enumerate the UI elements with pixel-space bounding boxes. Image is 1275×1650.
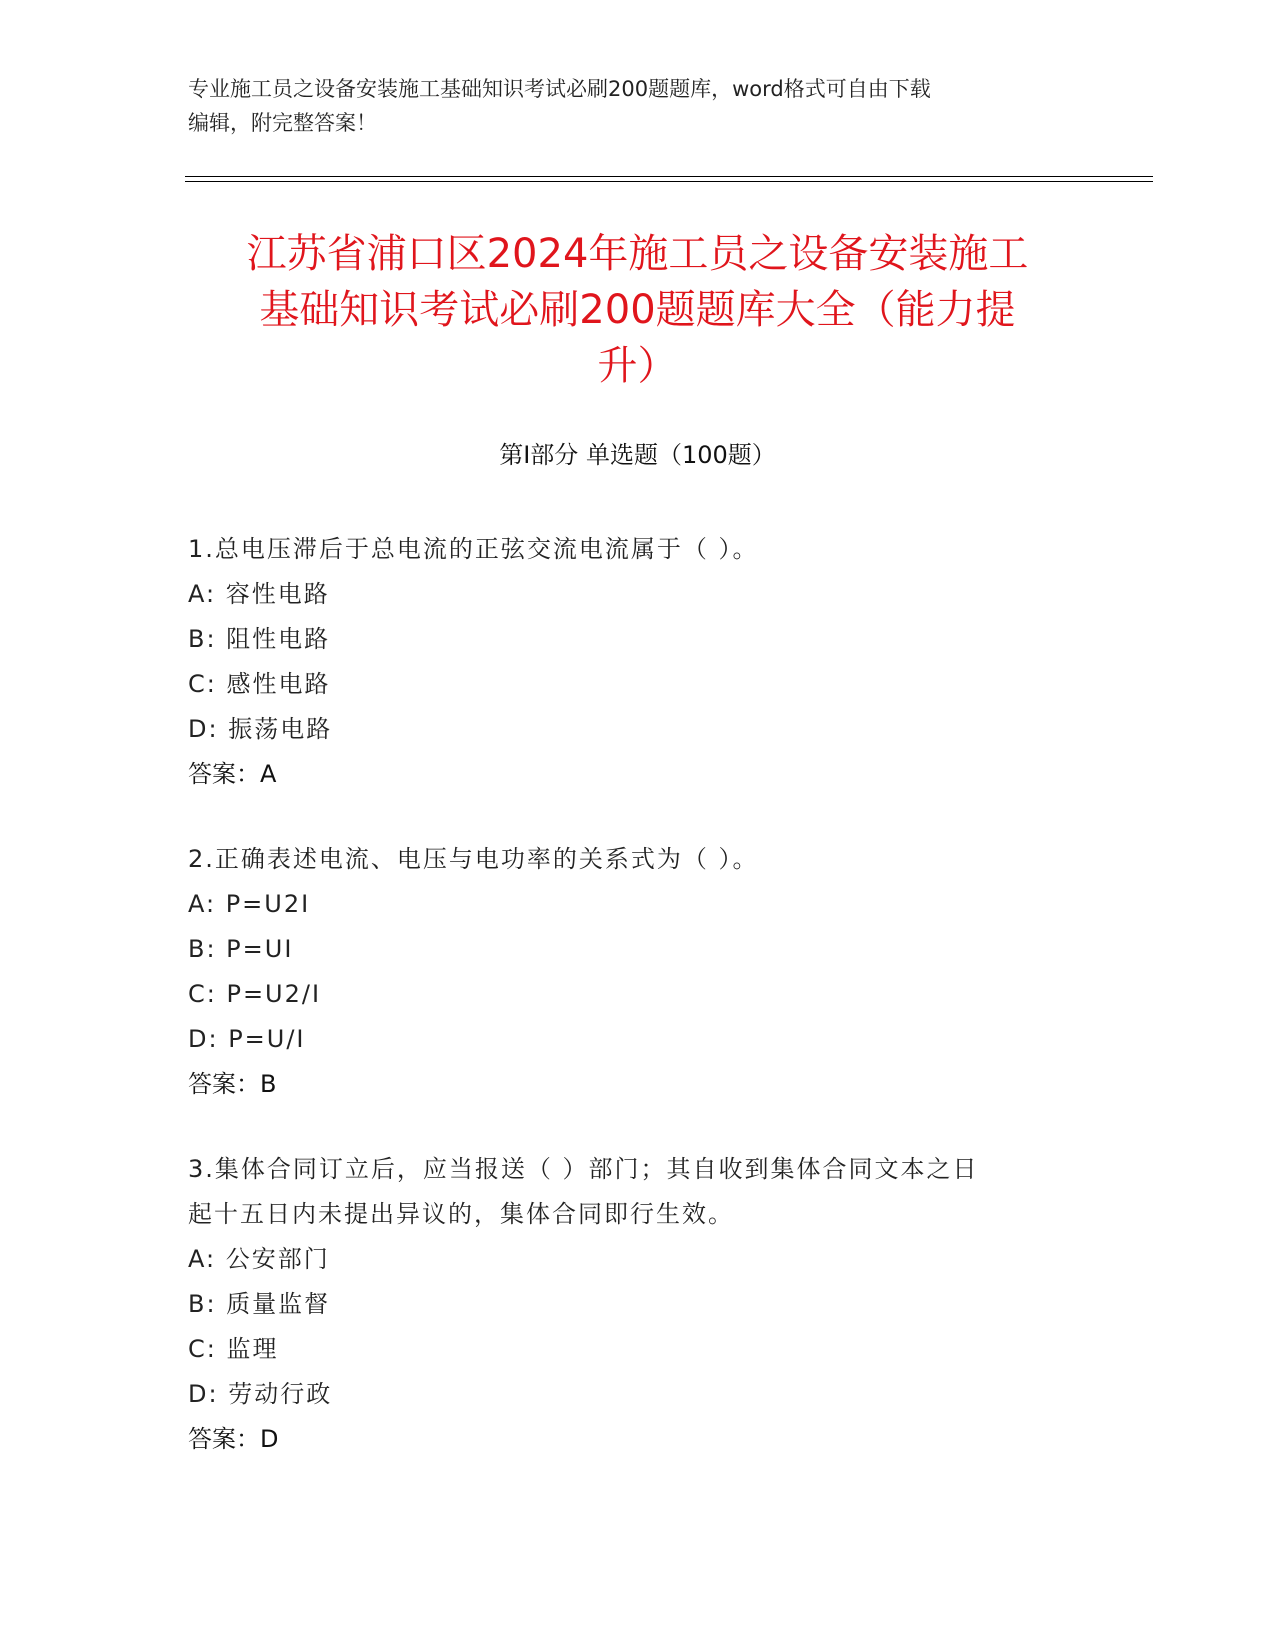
option-d: D: P=U/I [188, 1025, 306, 1053]
option-b: B: 质量监督 [188, 1290, 331, 1318]
question-1 [188, 527, 1088, 797]
section-heading: 第I部分 单选题（100题） [499, 441, 776, 469]
document-title-line-1: 江苏省浦口区2024年施工员之设备安装施工 [246, 231, 1029, 277]
header-note-line-1: 专业施工员之设备安装施工基础知识考试必刷200题题库，word格式可自由下载 [188, 77, 931, 101]
option-b: B: P=UI [188, 935, 294, 963]
answer: 答案：A [188, 760, 277, 788]
option-c: C: 感性电路 [188, 670, 331, 698]
document-title [150, 226, 1125, 394]
option-a: A: 公安部门 [188, 1245, 330, 1273]
option-d: D: 劳动行政 [188, 1380, 333, 1408]
answer: 答案：D [188, 1425, 279, 1453]
answer: 答案：B [188, 1070, 277, 1098]
question-stem: 2.正确表述电流、电压与电功率的关系式为（ ）。 [188, 845, 759, 873]
document-title-line-3: 升） [597, 343, 678, 389]
question-stem-line-2: 起十五日内未提出异议的，集体合同即行生效。 [188, 1200, 734, 1228]
question-stem-line-1: 3.集体合同订立后，应当报送（ ）部门；其自收到集体合同文本之日 [188, 1155, 979, 1183]
option-c: C: P=U2/I [188, 980, 322, 1008]
question-2 [188, 837, 1088, 1107]
option-b: B: 阻性电路 [188, 625, 331, 653]
option-a: A: P=U2I [188, 890, 311, 918]
header-divider [185, 176, 1153, 182]
question-3 [188, 1147, 1088, 1462]
question-stem: 1.总电压滞后于总电流的正弦交流电流属于（ ）。 [188, 535, 759, 563]
option-c: C: 监理 [188, 1335, 279, 1363]
header-note [188, 72, 1088, 140]
option-d: D: 振荡电路 [188, 715, 333, 743]
option-a: A: 容性电路 [188, 580, 330, 608]
header-note-line-2: 编辑，附完整答案！ [188, 111, 377, 135]
document-title-line-2: 基础知识考试必刷200题题库大全（能力提 [259, 287, 1016, 333]
question-list [188, 527, 1088, 1502]
